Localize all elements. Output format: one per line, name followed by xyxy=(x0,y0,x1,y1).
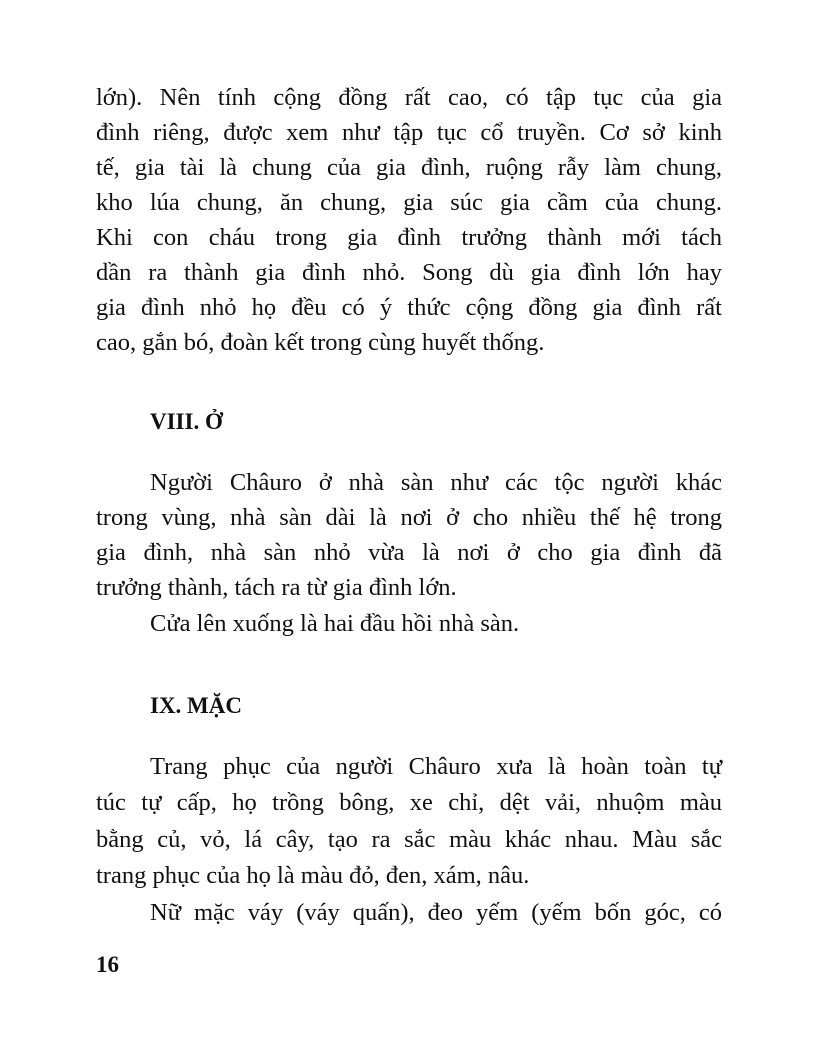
text-line: Người Châuro ở nhà sàn như các tộc người khác xyxy=(150,469,722,496)
text-line: cao, gắn bó, đoàn kết trong cùng huyết thống. xyxy=(96,329,545,356)
text-line: lớn). Nên tính cộng đồng rất cao, có tập tục của gia xyxy=(96,84,722,111)
text-line: Cửa lên xuống là hai đầu hồi nhà sàn. xyxy=(150,610,520,637)
text-line: tế, gia tài là chung của gia đình, ruộng rẫy làm chung, xyxy=(96,154,722,181)
text-line: trang phục của họ là màu đỏ, đen, xám, nâu. xyxy=(96,862,530,889)
text-line: túc tự cấp, họ trồng bông, xe chỉ, dệt vải, nhuộm màu xyxy=(96,789,722,816)
text-line: Khi con cháu trong gia đình trưởng thành mới tách xyxy=(96,224,722,251)
section-heading-9: IX. MẶC xyxy=(150,693,242,718)
text-line: Trang phục của người Châuro xưa là hoàn toàn tự xyxy=(150,753,722,780)
section-heading-8: VIII. Ở xyxy=(150,409,223,434)
text-line: đình riêng, được xem như tập tục cổ truyền. Cơ sở kinh xyxy=(96,119,722,146)
page-number: 16 xyxy=(96,952,119,977)
text-line: Nữ mặc váy (váy quấn), đeo yếm (yếm bốn góc, có xyxy=(150,899,722,926)
text-line: trong vùng, nhà sàn dài là nơi ở cho nhiều thế hệ trong xyxy=(96,504,722,531)
text-line: gia đình nhỏ họ đều có ý thức cộng đồng gia đình rất xyxy=(96,294,722,321)
text-line: kho lúa chung, ăn chung, gia súc gia cầm của chung. xyxy=(96,189,722,216)
text-line: gia đình, nhà sàn nhỏ vừa là nơi ở cho gia đình đã xyxy=(96,539,722,566)
text-line: dần ra thành gia đình nhỏ. Song dù gia đình lớn hay xyxy=(96,259,722,286)
text-line: trưởng thành, tách ra từ gia đình lớn. xyxy=(96,574,457,601)
text-line: bằng củ, vỏ, lá cây, tạo ra sắc màu khác nhau. Màu sắc xyxy=(96,826,722,853)
